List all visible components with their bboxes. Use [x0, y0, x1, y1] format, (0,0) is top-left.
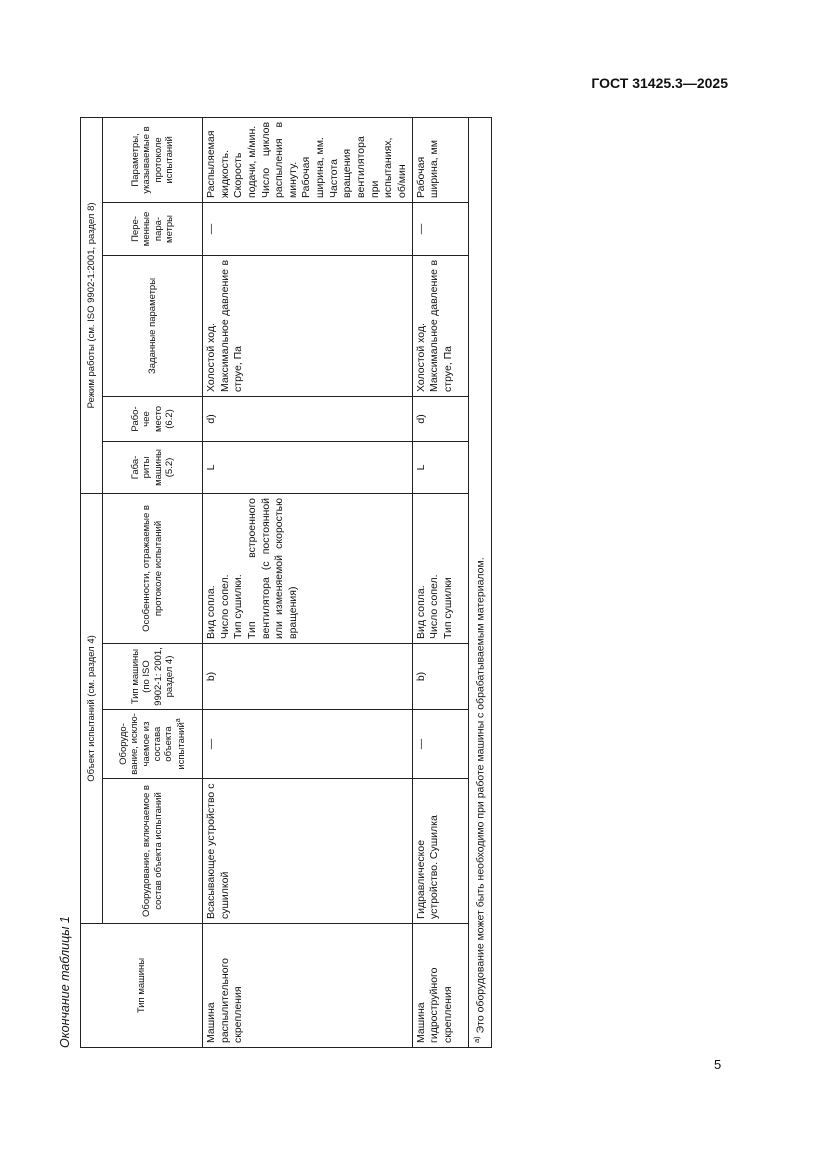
header-excluded-equipment: Оборудо-вание, исклю-чаемое из состава объекта испытаний$^a$ — [103, 710, 203, 779]
table-footnote: $^{a)}$ Это оборудование может быть необходимо при работе машины с обрабатываемым материалом. — [468, 117, 491, 1047]
cell-machine-kind: b) — [203, 644, 413, 710]
cell-variable-params: — — [412, 202, 468, 255]
equipment-table — [80, 117, 492, 1048]
cell-set-params: Холостой ход. Максимальное давление в струе, Па — [203, 255, 413, 396]
table-row — [412, 117, 468, 1047]
cell-features: Вид сопла. Число сопел. Тип сушилки — [412, 493, 468, 643]
header-dimensions: Габа-риты машины (5.2) — [103, 441, 203, 493]
cell-report-params: Рабочая ширина, мм — [412, 117, 468, 202]
cell-features: Вид сопла. Число сопел. Тип сушилки. Тип встроенного вентилятора (с постоянной или изменяемой скоростью вращения) — [203, 493, 413, 643]
header-workplace: Рабо-чее место (6.2) — [103, 396, 203, 441]
cell-report-params: Распыляемая жидкость. Скорость подачи, м/мин. Число циклов распыления в минуту. Рабочая ширина, мм. Частота вращения вентилятора при испытаниях, об/мин — [203, 117, 413, 202]
table-row — [203, 117, 413, 1047]
table-caption: Окончание таблицы 1 — [58, 916, 72, 1048]
standard-number: ГОСТ 31425.3—2025 — [591, 75, 728, 91]
cell-workplace: d) — [412, 396, 468, 441]
header-set-params: Заданные параметры — [103, 255, 203, 396]
cell-dimensions: L — [203, 441, 413, 493]
cell-workplace: d) — [203, 396, 413, 441]
cell-machine-type: Машина распылительного скрепления — [203, 924, 413, 1048]
header-mode: Режим работы (см. ISO 9902-1:2001, раздел 8) — [81, 117, 103, 493]
page-number: 5 — [714, 1057, 722, 1072]
cell-included-equipment: Гидравлическое устройство. Сушилка — [412, 779, 468, 924]
cell-dimensions: L — [412, 441, 468, 493]
cell-excluded-equipment: — — [203, 710, 413, 779]
header-machine-type: Тип машины — [81, 924, 203, 1048]
header-test-object: Объект испытаний (см. раздел 4) — [81, 493, 103, 923]
cell-set-params: Холостой ход. Максимальное давление в струе, Па — [412, 255, 468, 396]
header-report-params: Параметры, указываемые в протоколе испытаний — [103, 117, 203, 202]
cell-included-equipment: Всасывающее устройство с сушилкой — [203, 779, 413, 924]
cell-excluded-equipment: — — [412, 710, 468, 779]
header-variable-params: Пере-менные пара-метры — [103, 202, 203, 255]
cell-variable-params: — — [203, 202, 413, 255]
header-machine-kind: Тип машины (по ISO 9902-1: 2001, раздел 4) — [103, 644, 203, 710]
cell-machine-type: Машина гидроструйного скрепления — [412, 924, 468, 1048]
header-features: Особенности, отражаемые в протоколе испытаний — [103, 493, 203, 643]
header-included-equipment: Оборудование, включаемое в состав объекта испытаний — [103, 779, 203, 924]
rotated-table-container — [80, 118, 497, 1048]
cell-machine-kind: b) — [412, 644, 468, 710]
